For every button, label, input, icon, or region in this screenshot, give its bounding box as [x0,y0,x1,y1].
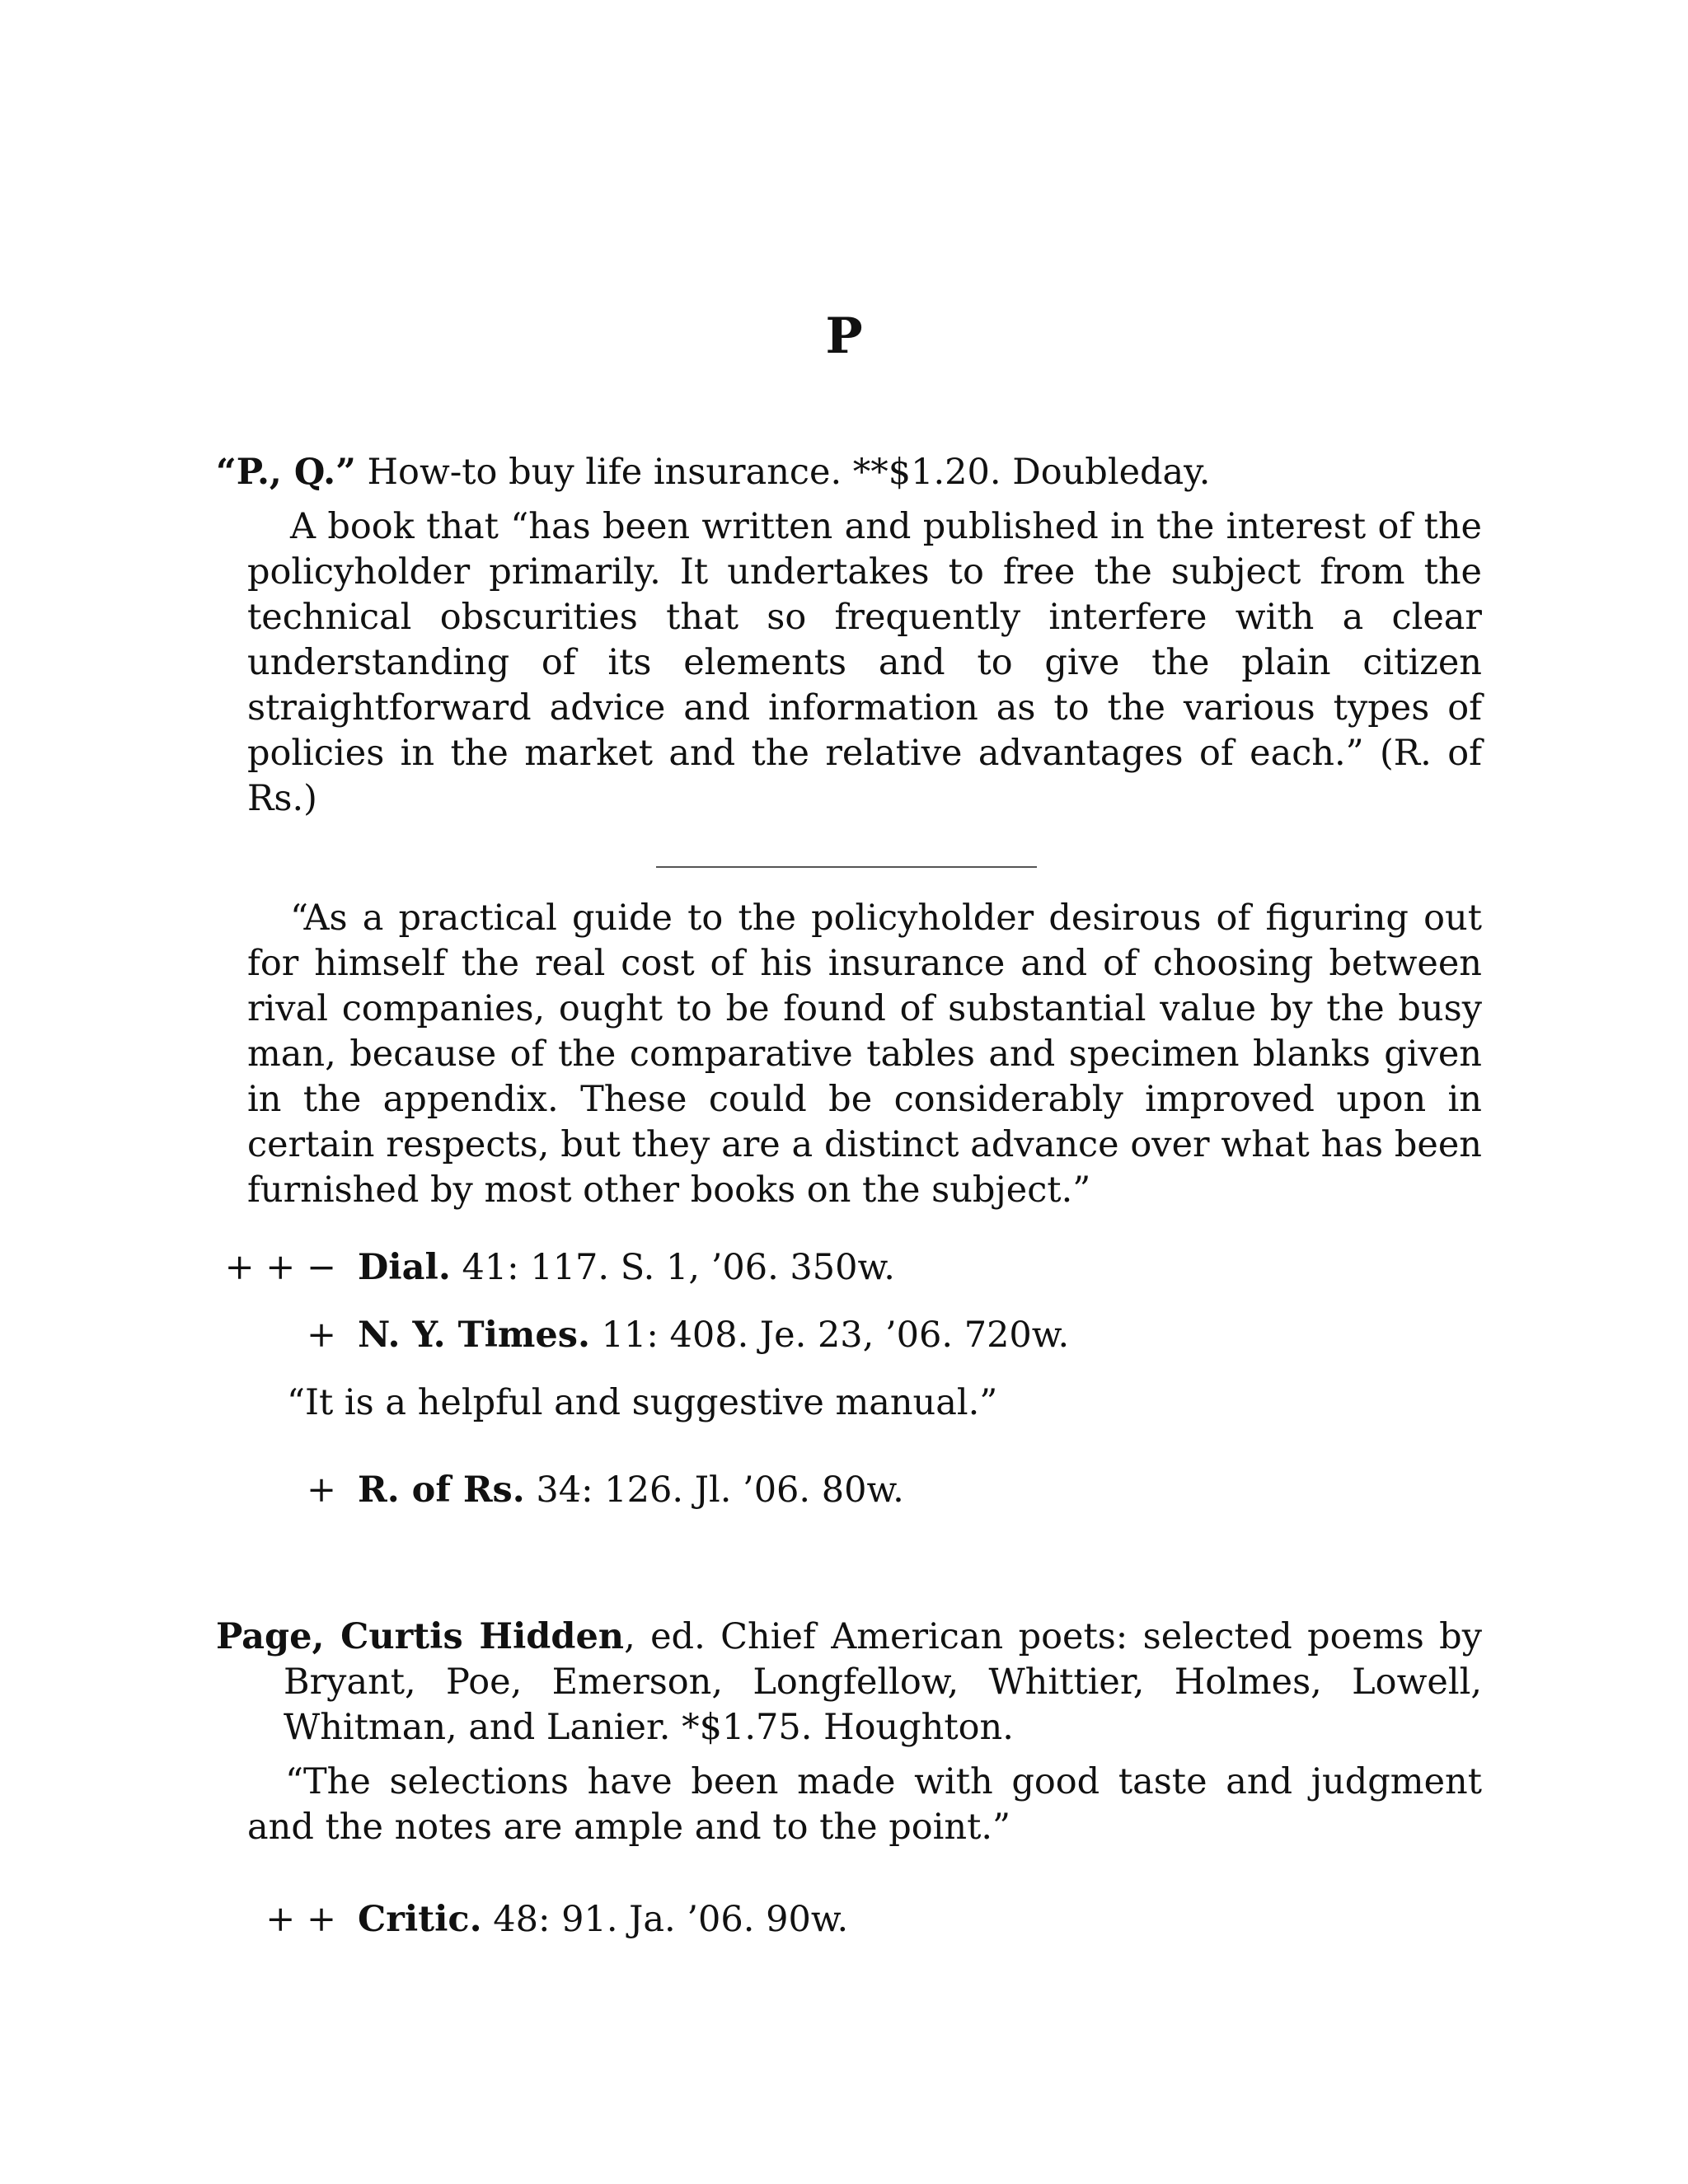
citation-source: R. of Rs. [358,1469,525,1511]
entry-heading [216,450,1482,495]
rating-mark: + + − [224,1247,336,1288]
section-divider [656,866,1037,868]
review-quote: “The selections have been made with good taste and judgment and the notes are ample and to the point.” [247,1761,1482,1848]
entry-author: Page, Curtis Hidden [216,1616,625,1657]
review-quote: “As a practical guide to the policyholder desirous of figuring out for himself the real cost of his insurance and of choosing between rival companies, ought to be found of substantial value by the busy man, because of the comparative tables and specimen blanks given in the appendix. These could be considerably improved upon in certain respects, but they are a distinct advance over what has been furnished by most other books on the subject.” [247,898,1482,1211]
citation-source: Critic. [358,1899,482,1940]
entry-title: How-to buy life insurance. **$1.20. Doubleday. [355,452,1211,493]
rating-mark: + + [265,1899,336,1940]
short-review-quote: “It is a helpful and suggestive manual.” [287,1382,998,1423]
rating-mark: + [306,1315,336,1356]
citation [0,1897,1688,1943]
section-letter: P [825,307,863,365]
citation-ref: 41: 117. S. 1, ’06. 350w. [450,1247,895,1288]
citation-ref: 48: 91. Ja. ’06. 90w. [481,1899,849,1940]
citation-ref: 11: 408. Je. 23, ’06. 720w. [589,1315,1070,1356]
entry-summary: A book that “has been written and published in the interest of the policyholder primarily. It undertakes to free the subject from the technical obscurities that so frequently interfere with a clear understanding of its elements and to give the plain citizen straightforward advice and information as to the various types of policies in the market and the relative advantages of each.” (R. of Rs.) [247,506,1482,819]
entry-title: , ed. Chief American poets: selected poems by Bryant, Poe, Emerson, Longfellow, Whittier, Holmes, Lowell, Whitman, and Lanier. *$1.75. Houghton. [284,1616,1482,1748]
citation-source: N. Y. Times. [358,1315,590,1356]
citation-ref: 34: 126. Jl. ’06. 80w. [524,1469,904,1511]
entry-author: “P., Q.” [216,452,356,493]
citation [0,1245,1688,1291]
rating-mark: + [306,1469,336,1511]
citation-source: Dial. [358,1247,451,1288]
citation [0,1313,1688,1358]
entry-heading [216,1615,1482,1750]
citation [0,1468,1688,1513]
